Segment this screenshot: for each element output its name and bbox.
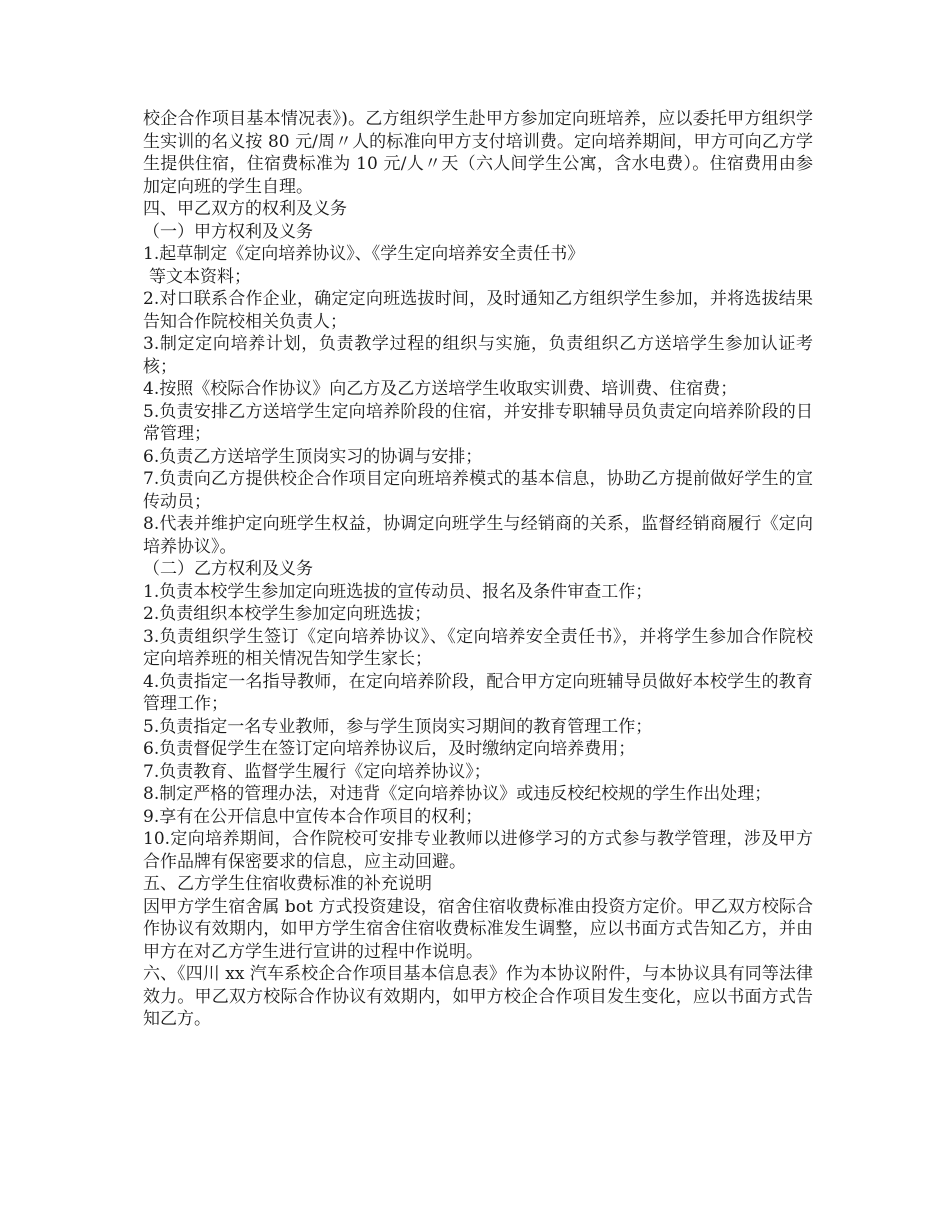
- party-a-item-8: 8.代表并维护定向班学生权益，协调定向班学生与经销商的关系，监督经销商履行《定向培养协议》。: [143, 514, 813, 557]
- subsection-heading-party-a: （一）甲方权利及义务: [143, 221, 313, 242]
- party-b-item-2: 2.负责组织本校学生参加定向班选拔；: [143, 604, 432, 624]
- section-heading-rights-obligations: 四、甲乙双方的权利及义务: [143, 199, 347, 219]
- party-a-item-7: 7.负责向乙方提供校企合作项目定向班培养模式的基本信息，协助乙方提前做好学生的宣传动员；: [143, 469, 813, 512]
- party-a-item-1-continued: 等文本资料；: [149, 266, 251, 287]
- party-a-item-6: 6.负责乙方送培学生顶岗实习的协调与安排；: [143, 446, 483, 467]
- party-b-item-3: 3.负责组织学生签订《定向培养协议》、《定向培养安全责任书》，并将学生参加合作院校定向培养班的相关情况告知学生家长；: [143, 626, 813, 669]
- party-b-item-10: 10.定向培养期间，合作院校可安排专业教师以进修学习的方式参与教学管理，涉及甲方合作品牌有保密要求的信息，应主动回避。: [143, 829, 813, 872]
- section-heading-accommodation: 五、乙方学生住宿收费标准的补充说明: [143, 874, 432, 894]
- party-a-item-5: 5.负责安排乙方送培学生定向培养阶段的住宿，并安排专职辅导员负责定向培养阶段的日常管理；: [143, 401, 813, 444]
- paragraph-accommodation: 因甲方学生宿舍属 bot 方式投资建设，宿舍住宿收费标准由投资方定价。甲乙双方校际合作协议有效期内，如甲方学生宿舍住宿收费标准发生调整，应以书面方式告知乙方，并由甲方在对乙方学生进行宣讲的过程中作说明。: [143, 896, 813, 962]
- subsection-heading-party-b: （二）乙方权利及义务: [143, 559, 313, 579]
- party-a-item-2: 2.对口联系合作企业，确定定向班选拔时间，及时通知乙方组织学生参加，并将选拔结果告知合作院校相关负责人；: [143, 289, 813, 332]
- party-b-item-8: 8.制定严格的管理办法，对违背《定向培养协议》或违反校纪校规的学生作出处理；: [143, 784, 772, 804]
- party-b-item-9: 9.享有在公开信息中宣传本合作项目的权利；: [143, 806, 483, 827]
- party-b-item-4: 4.负责指定一名指导教师，在定向培养阶段，配合甲方定向班辅导员做好本校学生的教育管理工作；: [143, 671, 813, 714]
- party-b-item-6: 6.负责督促学生在签订定向培养协议后，及时缴纳定向培养费用；: [143, 739, 636, 759]
- party-a-item-1: 1.起草制定《定向培养协议》、《学生定向培养安全责任书》: [143, 244, 585, 264]
- paragraph-fee-standard: 校企合作项目基本情况表》)。乙方组织学生赴甲方参加定向班培养，应以委托甲方组织学生实训的名义按 80 元/周〃人的标准向甲方支付培训费。定向培养期间，甲方可向乙方学生提供住宿，住宿费标准为 10 元/人〃天（六人间学生公寓，含水电费）。住宿费用由参加定向班的学生自理。: [143, 109, 813, 197]
- party-b-item-7: 7.负责教育、监督学生履行《定向培养协议》；: [143, 761, 491, 782]
- party-a-item-4: 4.按照《校际合作协议》向乙方及乙方送培学生收取实训费、培训费、住宿费；: [143, 379, 738, 399]
- paragraph-attachment: 六、《四川 xx 汽车系校企合作项目基本信息表》作为本协议附件，与本协议具有同等法律效力。甲乙双方校际合作协议有效期内，如甲方校企合作项目发生变化，应以书面方式告知乙方。: [143, 964, 813, 1029]
- party-b-item-5: 5.负责指定一名专业教师，参与学生顶岗实习期间的教育管理工作；: [143, 716, 653, 737]
- document-body: [143, 108, 813, 1031]
- party-a-item-3: 3.制定定向培养计划，负责教学过程的组织与实施，负责组织乙方送培学生参加认证考核；: [143, 334, 813, 377]
- party-b-item-1: 1.负责本校学生参加定向班选拔的宣传动员、报名及条件审查工作；: [143, 581, 653, 602]
